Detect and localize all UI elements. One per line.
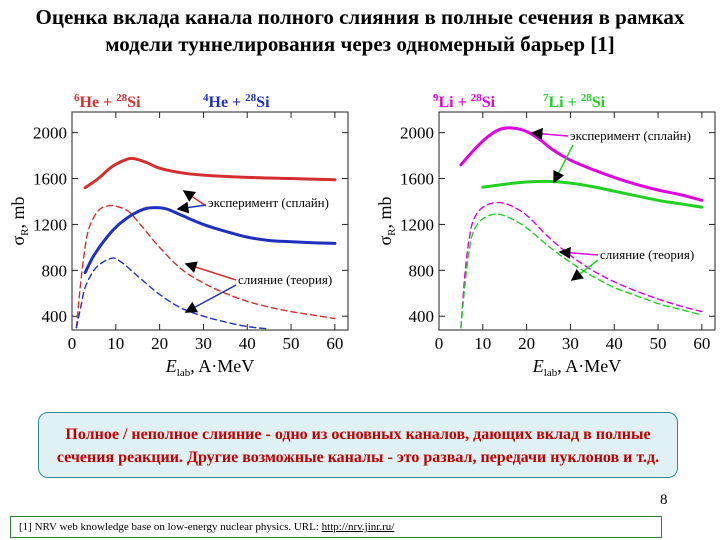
x-tick-label: 30 — [561, 334, 579, 353]
y-tick-label: 1600 — [33, 169, 67, 189]
y-axis-label-sigma: σ — [375, 235, 395, 246]
y-axis-label-sigma: σ — [8, 235, 28, 246]
x-axis-label-e: E — [165, 356, 177, 376]
y-tick-label: 400 — [408, 307, 434, 327]
legend-label-sep: + — [453, 94, 471, 111]
annotation-arrow — [178, 205, 206, 209]
x-tick-label: 50 — [282, 334, 300, 353]
x-tick-label: 10 — [474, 334, 492, 353]
annotation-arrow — [186, 285, 236, 312]
x-tick-label: 40 — [605, 334, 623, 353]
legend-label-sep: + — [228, 94, 246, 111]
legend-label-element: Si — [256, 94, 270, 111]
y-tick-label: 1600 — [400, 169, 434, 189]
y-tick-label: 800 — [408, 261, 434, 281]
y-tick-label: 2000 — [33, 123, 67, 143]
annotation-label: слияние (теория) — [600, 247, 695, 262]
legend-label-mass: 28 — [470, 92, 482, 104]
y-tick-label: 1200 — [400, 215, 434, 235]
legend-label-mass: 7 — [543, 92, 549, 104]
annotation-label: слияние (теория) — [238, 272, 333, 287]
plot-frame — [72, 112, 348, 330]
x-tick-label: 0 — [67, 334, 77, 353]
x-tick-label: 30 — [194, 334, 212, 353]
x-tick-label: 60 — [326, 334, 344, 353]
annotation-label: эксперимент (сплайн) — [208, 195, 329, 210]
legend-label-element: Li — [438, 94, 454, 111]
fusion-theory-curve — [461, 214, 702, 328]
x-axis-label — [165, 356, 254, 379]
y-axis-label-rest: , mb — [8, 196, 28, 229]
x-tick-label: 0 — [434, 334, 444, 353]
x-tick-label: 60 — [693, 334, 711, 353]
annotation-arrow — [554, 145, 573, 182]
legend-label-mass: 4 — [203, 92, 209, 104]
annotation-label: эксперимент (сплайн) — [570, 128, 691, 143]
legend-label — [543, 92, 606, 111]
x-axis-label-e: E — [532, 356, 544, 376]
x-tick-label: 20 — [518, 334, 536, 353]
x-tick-label: 20 — [151, 334, 169, 353]
y-tick-label: 400 — [41, 307, 67, 327]
x-axis-label-sub: lab — [543, 367, 558, 379]
annotation-arrow — [560, 252, 598, 255]
y-axis-label — [375, 196, 398, 245]
legend-label — [203, 92, 270, 111]
legend-label-mass: 28 — [245, 92, 257, 104]
reference-link[interactable]: http://nrv.jinr.ru/ — [321, 521, 395, 533]
legend-label-element: Li — [548, 94, 564, 111]
annotation-arrow — [184, 191, 206, 206]
legend-label-element: He — [79, 94, 100, 111]
x-tick-label: 10 — [107, 334, 125, 353]
experiment-spline-curve — [483, 181, 702, 207]
legend-label-sep: + — [563, 94, 581, 111]
x-tick-label: 50 — [649, 334, 667, 353]
legend-label-mass: 28 — [116, 92, 128, 104]
legend-label-mass: 28 — [580, 92, 592, 104]
y-tick-label: 2000 — [400, 123, 434, 143]
legend-label-element: Si — [591, 94, 606, 111]
x-tick-label: 40 — [238, 334, 256, 353]
page-number: 8 — [660, 492, 668, 508]
annotation-arrow — [532, 133, 568, 136]
legend-label-element: Si — [481, 94, 496, 111]
x-axis-label-sub: lab — [176, 367, 191, 379]
legend-label-sep: + — [99, 94, 117, 111]
fusion-theory-curve — [461, 203, 702, 328]
legend-label-mass: 9 — [433, 92, 439, 104]
legend-label-element: He — [208, 94, 229, 111]
experiment-spline-curve — [85, 158, 335, 187]
y-tick-label: 1200 — [33, 215, 67, 235]
legend-label-element: Si — [127, 94, 141, 111]
x-axis-label — [532, 356, 621, 379]
reference-box — [10, 516, 662, 538]
x-axis-label-rest: , A·MeV — [190, 356, 255, 376]
reference-text: [1] NRV web knowledge base on low-energy nuclear physics. URL: — [19, 521, 322, 533]
legend-label — [433, 92, 496, 111]
y-tick-label: 800 — [41, 261, 67, 281]
y-axis-label — [8, 196, 31, 245]
fusion-theory-curve — [76, 258, 269, 329]
legend-label — [74, 92, 141, 111]
chart-right — [375, 92, 715, 379]
y-axis-label-sub: R — [19, 228, 31, 236]
legend-label-mass: 6 — [74, 92, 80, 104]
callout-box: Полное / неполное слияние - одно из основных каналов, дающих вклад в полные сечения реакции. Другие возможные каналы - это развал, передачи нуклонов и т.д. — [38, 412, 678, 478]
y-axis-label-rest: , mb — [375, 196, 395, 229]
chart-left — [8, 92, 348, 379]
slide-title: Оценка вклада канала полного слияния в полные сечения в рамках модели туннелирования через одномерный барьер [1] — [35, 5, 685, 56]
x-axis-label-rest: , A·MeV — [557, 356, 622, 376]
y-axis-label-sub: R — [386, 228, 398, 236]
